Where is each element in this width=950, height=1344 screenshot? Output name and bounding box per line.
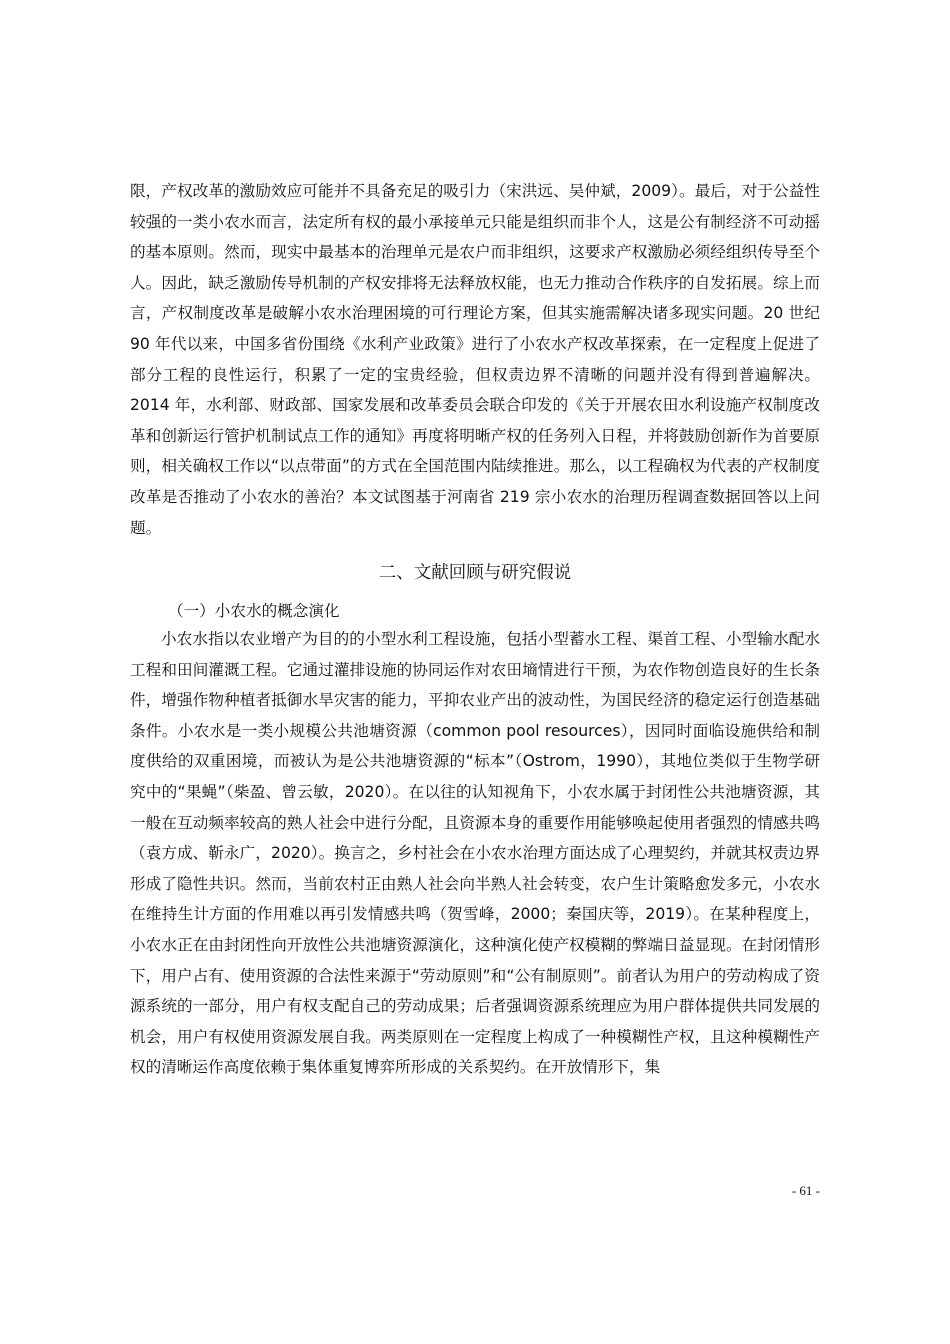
paragraph-concept: 小农水指以农业增产为目的的小型水利工程设施，包括小型蓄水工程、渠首工程、小型输水配水工程和田间灌溉工程。它通过灌排设施的协同运作对农田墒情进行干预，为农作物创造良好的生长条件，增强作物种植者抵御水旱灾害的能力，平抑农业产出的波动性，为国民经济的稳定运行创造基础条件。小农水是一类小规模公共池塘资源（common pool resources），因同时面临设施供给和制度供给的双重困境，而被认为是公共池塘资源的“标本”（Ostrom，1990），其地位类似于生物学研究中的“果蝇”（柴盈、曾云敏，2020）。在以往的认知视角下，小农水属于封闭性公共池塘资源，其一般在互动频率较高的熟人社会中进行分配，且资源本身的重要作用能够唤起使用者强烈的情感共鸣（袁方成、靳永广，2020）。换言之，乡村社会在小农水治理方面达成了心理契约，并就其权责边界形成了隐性共识。然而，当前农村正由熟人社会向半熟人社会转变，农户生计策略愈发多元，小农水在维持生计方面的作用难以再引发情感共鸣（贺雪峰，2000；秦国庆等，2019）。在某种程度上，小农水正在由封闭性向开放性公共池塘资源演化，这种演化使产权模糊的弊端日益显现。在封闭情形下，用户占有、使用资源的合法性来源于“劳动原则”和“公有制原则”。前者认为用户的劳动构成了资源系统的一部分，用户有权支配自己的劳动成果；后者强调资源系统理应为用户群体提供共同发展的机会，用户有权使用资源发展自我。两类原则在一定程度上构成了一种模糊性产权，且这种模糊性产权的清晰运作高度依赖于集体重复博弈所形成的关系契约。在开放情形下，集 <box>130 630 820 1077</box>
body-text-block-1 <box>130 176 820 543</box>
paragraph-continued: 限，产权改革的激励效应可能并不具备充足的吸引力（宋洪远、吴仲斌，2009）。最后，对于公益性较强的一类小农水而言，法定所有权的最小承接单元只能是组织而非个人，这是公有制经济不可动摇的基本原则。然而，现实中最基本的治理单元是农户而非组织，这要求产权激励必须经组织传导至个人。因此，缺乏激励传导机制的产权安排将无法释放权能，也无力推动合作秩序的自发拓展。综上而言，产权制度改革是破解小农水治理困境的可行理论方案，但其实施需解决诸多现实问题。20 世纪 90 年代以来，中国多省份围绕《水利产业政策》进行了小农水产权改革探索，在一定程度上促进了部分工程的良性运行，积累了一定的宝贵经验，但权责边界不清晰的问题并没有得到普遍解决。2014 年，水利部、财政部、国家发展和改革委员会联合印发的《关于开展农田水利设施产权制度改革和创新运行管护机制试点工作的通知》再度将明晰产权的任务列入日程，并将鼓励创新作为首要原则，相关确权工作以“以点带面”的方式在全国范围内陆续推进。那么，以工程确权为代表的产权制度改革是否推动了小农水的善治？本文试图基于河南省 219 宗小农水的治理历程调查数据回答以上问题。 <box>130 182 820 537</box>
page-number: - 61 - <box>791 1183 820 1198</box>
subsection-heading: （一）小农水的概念演化 <box>168 602 340 620</box>
body-text-block-2 <box>130 624 820 1083</box>
section-heading: 二、文献回顾与研究假说 <box>378 563 572 583</box>
